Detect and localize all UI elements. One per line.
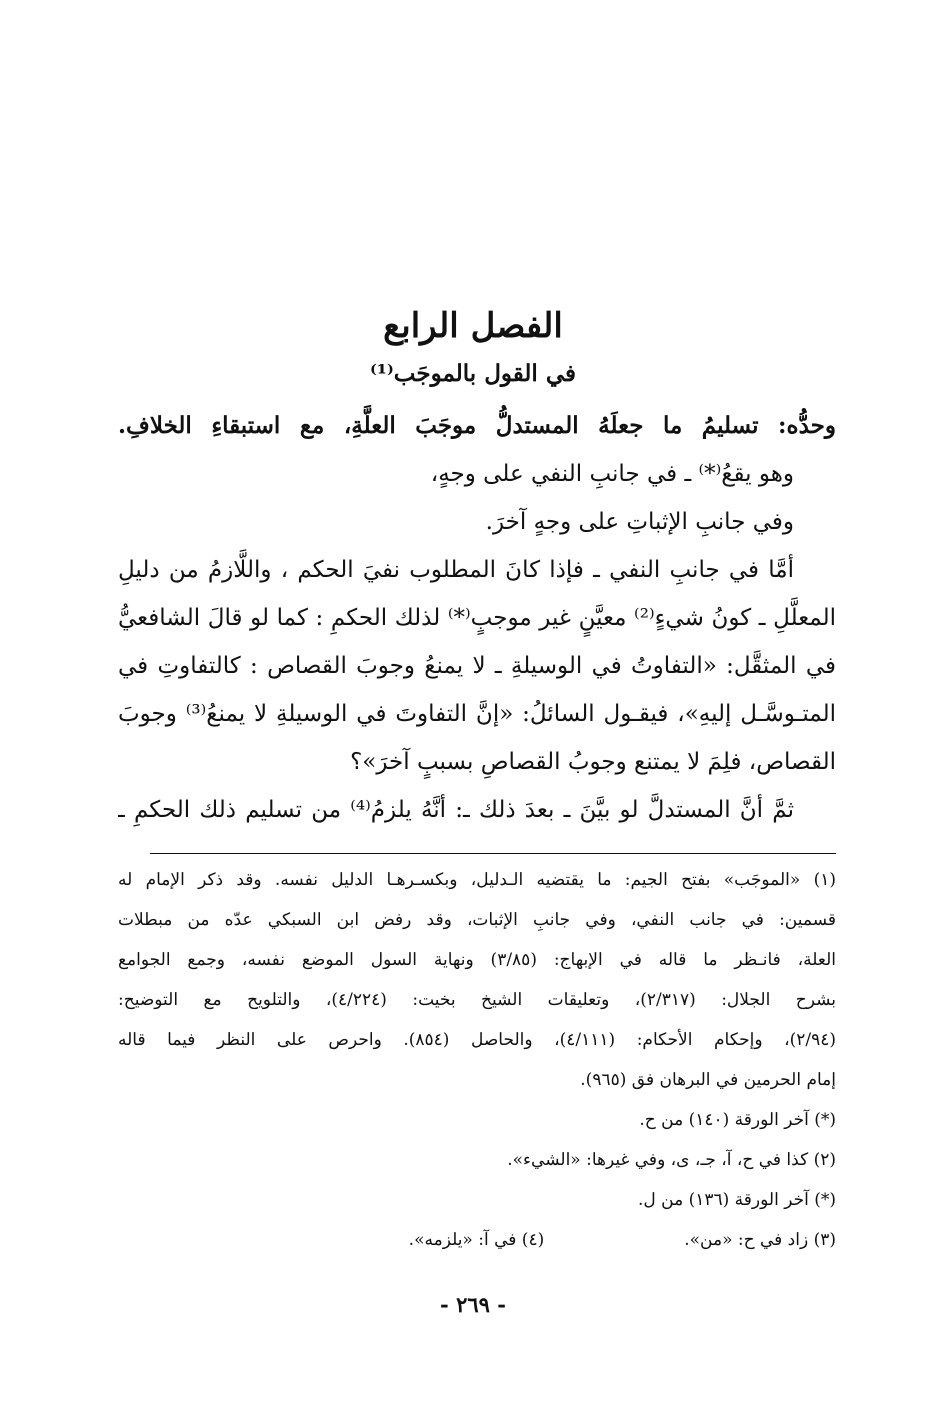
body-line: وهو يقعُ⁽*⁾ ـ في جانبِ النفي على وجهٍ،: [430, 461, 794, 487]
chapter-title: الفصل الرابع: [383, 306, 563, 346]
footnote-3: (٣) زاد في ح: «من».: [684, 1230, 836, 1250]
footnote-4: (٤) في آ: «يلزمه».: [408, 1230, 545, 1250]
footnote-line: إمام الحرمين في البرهان فق (٩٦٥).: [580, 1070, 836, 1090]
footnote-2: (٢) كذا في ح، آ، جـ، ى، وفي غيرها: «الشيء».: [507, 1150, 836, 1170]
footnote-line: بشرح الجلال: (٢/٣١٧)، وتعليقات الشيخ بخيت: (٤/٢٢٤)، والتلويح مع التوضيح:: [118, 990, 836, 1010]
body-line: وفي جانبِ الإثباتِ على وجهٍ آخرَ.: [485, 509, 794, 535]
footnote-star-1: (*) آخر الورقة (١٤٠) من ح.: [639, 1110, 836, 1130]
body-line: أمَّا في جانبِ النفي ـ فإذا كانَ المطلوب نفيَ الحكم ، واللَّازمُ من دليلِ: [118, 557, 794, 583]
body-line: المتـوسَّـل إليهِ»، فيقـول السائلُ: «إنَّ التفاوتَ في الوسيلةِ لا يمنعُ⁽³⁾ وجوبَ: [118, 701, 836, 727]
footnotes: [118, 860, 836, 1260]
footnote-divider: [150, 853, 836, 854]
footnote-star-2: (*) آخر الورقة (١٣٦) من ل.: [637, 1190, 836, 1210]
footnote-line: العلة، فانـظر ما قاله في الإبهاج: (٣/٨٥) ونهاية السول الموضع نفسه، وجمع الجوامع: [118, 950, 836, 970]
page-number: - ٢٦٩ -: [440, 1292, 506, 1317]
footnote-pair: [118, 1220, 836, 1260]
footnote-line: قسمين: في جانب النفي، وفي جانبِ الإثبات، وقد رفض ابن السبكي عدّه من مبطلات: [118, 910, 836, 930]
body-line: ثمَّ أنَّ المستدلَّ لو بيَّنَ ـ بعدَ ذلك ـ: أنَّهُ يلزمُ⁽⁴⁾ من تسليم ذلك الحكمِ ـ: [118, 797, 794, 823]
body-line: في المثقَّل: «التفاوتُ في الوسيلةِ ـ لا يمنعُ وجوبَ القصاص : كالتفاوتِ في: [118, 653, 836, 679]
body-line: المعلَّلِ ـ كونُ شيءٍ⁽²⁾ معيَّنٍ غير موجبٍ⁽*⁾ لذلك الحكمِ : كما لو قالَ الشافعيُّ: [118, 605, 836, 631]
body-line: القصاص، فلِمَ لا يمتنع وجوبُ القصاصِ بسببٍ آخرَ»؟: [350, 749, 836, 775]
chapter-subtitle: في القول بالموجَب⁽¹⁾: [370, 360, 576, 387]
definition-line: وحدُّه: تسليمُ ما جعلَهُ المستدلُّ موجَبَ العلَّةِ، مع استبقاءِ الخلافِ.: [118, 412, 836, 439]
footnote-line: (١) «الموجَب» بفتح الجيم: ما يقتضيه الـدليل، وبكسـرهـا الدليل نفسه. وقد ذكر الإمام له: [118, 870, 836, 890]
footnote-line: (٢/٩٤)، وإحكام الأحكام: (٤/١١١)، والحاصل (٨٥٤). واحرص على النظر فيما قاله: [118, 1030, 836, 1050]
body-text: [118, 402, 836, 834]
